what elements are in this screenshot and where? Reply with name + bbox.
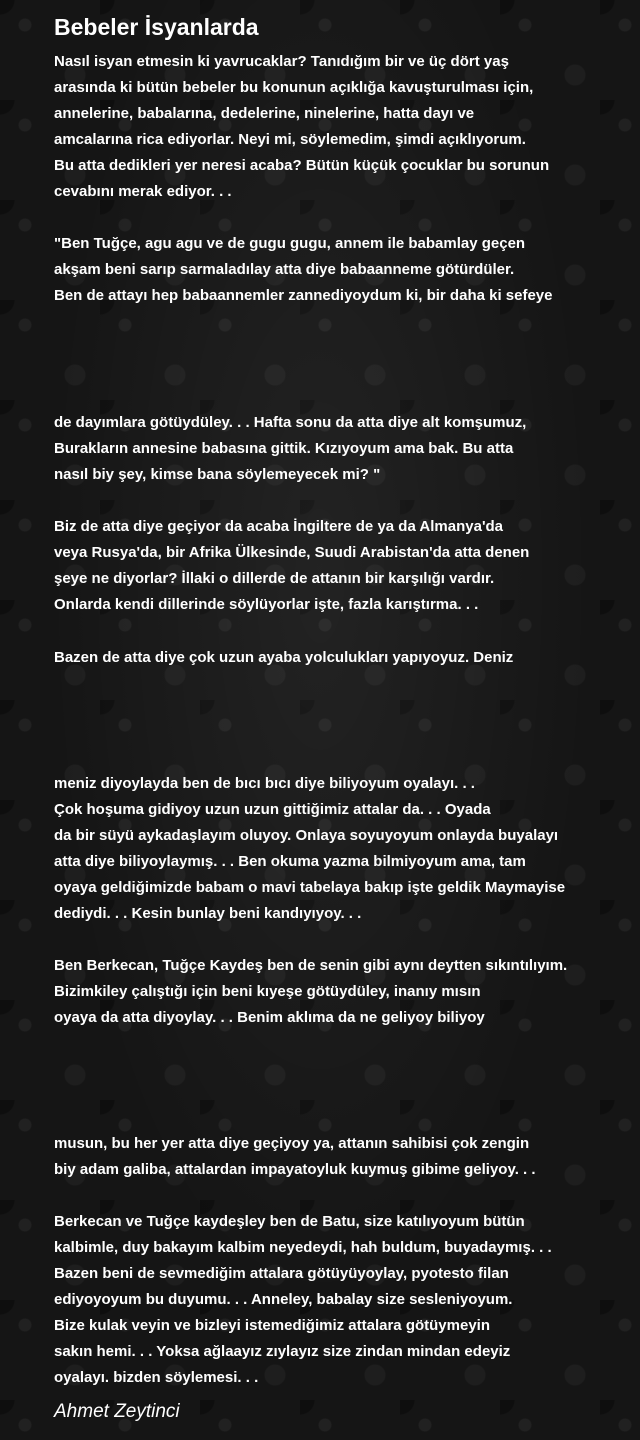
- poem-line: oyaya geldiğimizde babam o mavi tabelaya bakıp işte geldik Maymayise: [54, 879, 566, 896]
- poem-author: Ahmet Zeytinci: [54, 1401, 180, 1422]
- poem-line: dediydi. . . Kesin bunlay beni kandıyıyoy. . .: [54, 905, 362, 922]
- poem-line: sakın hemi. . . Yoksa ağlaayız zıylayız size zindan mindan edeyiz: [54, 1343, 511, 1360]
- poem-line: Bu atta dedikleri yer neresi acaba? Bütün küçük çocuklar bu sorunun: [54, 157, 550, 174]
- poem-line: veya Rusya'da, bir Afrika Ülkesinde, Suudi Arabistan'da atta denen: [54, 544, 530, 561]
- poem-line: amcalarına rica ediyorlar. Neyi mi, söylemedim, şimdi açıklıyorum.: [54, 131, 526, 148]
- poem-line: musun, bu her yer atta diye geçiyoy ya, attanın sahibisi çok zengin: [54, 1135, 530, 1152]
- poem-line: kalbimle, duy bakayım kalbim neyedeydi, hah buldum, buyadaymış. . .: [54, 1239, 552, 1256]
- poem-line: oyalayı. bizden söylemesi. . .: [54, 1369, 259, 1386]
- poem-line: Bazen beni de sevmediğim attalara götüyüyoylay, pyotesto filan: [54, 1265, 509, 1282]
- poem-line: şeye ne diyorlar? İllaki o dillerde de attanın bir karşılığı vardır.: [54, 570, 495, 587]
- poem-line: Biz de atta diye geçiyor da acaba İngiltere de ya da Almanya'da: [54, 518, 504, 535]
- poem-line: annelerine, babalarına, dedelerine, ninelerine, hatta dayı ve: [54, 105, 475, 122]
- poem-line: Berkecan ve Tuğçe kaydeşley ben de Batu, size katılıyoyum bütün: [54, 1213, 525, 1230]
- poem-line: nasıl biy şey, kimse bana söylemeyecek mi? ": [54, 466, 381, 483]
- poem-line: ediyoyoyum bu duyumu. . . Anneley, babalay size sesleniyoyum.: [54, 1291, 513, 1308]
- poem-line: meniz diyoylayda ben de bıcı bıcı diye biliyoyum oyalayı. . .: [54, 775, 475, 792]
- poem-title: Bebeler İsyanlarda: [54, 14, 259, 40]
- poem-line: Ben Berkecan, Tuğçe Kaydeş ben de senin gibi aynı deytten sıkıntılıyım.: [54, 957, 568, 974]
- poem-line: "Ben Tuğçe, agu agu ve de gugu gugu, annem ile babamlay geçen: [54, 235, 526, 252]
- poem-line: Ben de attayı hep babaannemler zannediyoydum ki, bir daha ki sefeye: [54, 287, 553, 304]
- poem-line: akşam beni sarıp sarmaladılay atta diye babaanneme götürdüler.: [54, 261, 515, 278]
- poem-line: da bir süyü aykadaşlayım oluyoy. Onlaya soyuyoyum onlayda buyalayı: [54, 827, 559, 844]
- poem-line: Bize kulak veyin ve bizleyi istemediğimiz attalara götüymeyin: [54, 1317, 490, 1334]
- poem-line: Onlarda kendi dillerinde söylüyorlar işte, fazla karıştırma. . .: [54, 596, 479, 613]
- poem-line: cevabını merak ediyor. . .: [54, 183, 232, 200]
- poem-line: atta diye biliyoylaymış. . . Ben okuma yazma bilmiyoyum ama, tam: [54, 853, 526, 870]
- poem-line: Bizimkiley çalıştığı için beni kıyeşe götüydüley, inanıy mısın: [54, 983, 481, 1000]
- poem-line: biy adam galiba, attalardan impayatoyluk kuymuş gibime geliyoy. . .: [54, 1161, 536, 1178]
- poem-line: de dayımlara götüydüley. . . Hafta sonu da atta diye alt komşumuz,: [54, 414, 527, 431]
- poem-line: arasında ki bütün bebeler bu konunun açıklığa kavuşturulması için,: [54, 79, 534, 96]
- poem-line: Bazen de atta diye çok uzun ayaba yolculukları yapıyoyuz. Deniz: [54, 649, 514, 666]
- poem-line: Çok hoşuma gidiyoy uzun uzun gittiğimiz attalar da. . . Oyada: [54, 801, 491, 818]
- poem-line: oyaya da atta diyoylay. . . Benim aklıma da ne geliyoy biliyoy: [54, 1009, 485, 1026]
- poem-line: Burakların annesine babasına gittik. Kızıyoyum ama bak. Bu atta: [54, 440, 514, 457]
- poem-line: Nasıl isyan etmesin ki yavrucaklar? Tanıdığım bir ve üç dört yaş: [54, 53, 509, 70]
